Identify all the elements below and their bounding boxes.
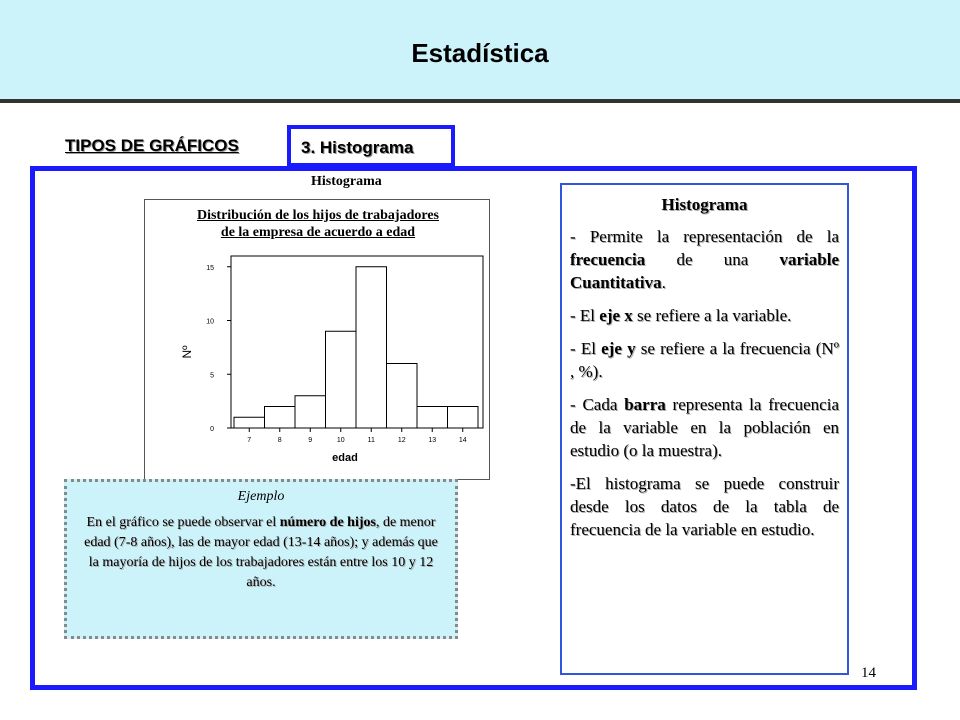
bar <box>295 396 326 428</box>
y-axis-label: Nº <box>180 345 194 359</box>
example-text-a: En el gráfico se puede observar el <box>86 515 280 530</box>
x-tick-label: 14 <box>458 437 467 444</box>
x-tick-label: 11 <box>367 437 375 444</box>
item-bold: variable Cuantitativa <box>570 250 839 292</box>
example-title: Ejemplo <box>237 489 285 504</box>
histogram-definition-box <box>560 183 849 675</box>
x-axis-label: edad <box>332 452 358 464</box>
item-text: se refiere a la variable. <box>632 306 792 325</box>
bar <box>326 331 357 428</box>
y-tick-label: 0 <box>210 426 214 433</box>
section-title: TIPOS DE GRÁFICOS <box>65 136 239 155</box>
example-box <box>64 479 458 639</box>
definition-item-3 <box>570 337 839 383</box>
chart-label: Histograma <box>311 174 382 189</box>
histogram-svg <box>145 200 491 481</box>
bar <box>387 364 418 429</box>
item-text: - El <box>570 339 602 358</box>
item-bold: eje x <box>599 306 633 325</box>
x-tick-label: 9 <box>308 437 313 444</box>
histogram-chart <box>144 199 490 480</box>
chart-title-line1: Distribución de los hijos de trabajadores <box>196 208 440 223</box>
item-text: se refiere a la frecuencia (Nº , %). <box>570 339 839 381</box>
item-text: - Permite la representación de la <box>570 227 839 246</box>
item-text: de una <box>645 250 780 269</box>
example-text <box>79 513 443 593</box>
item-bold: frecuencia <box>570 250 646 269</box>
y-tick-label: 15 <box>206 264 214 272</box>
item-text: - El <box>570 306 600 325</box>
header-banner <box>0 0 960 103</box>
x-tick-label: 7 <box>247 437 252 444</box>
bar <box>448 407 479 429</box>
item-text: - Cada <box>570 395 625 414</box>
y-tick-label: 10 <box>206 318 214 326</box>
chart-title-line2: de la empresa de acuerdo a edad <box>220 225 416 240</box>
item-bold: barra <box>624 395 666 414</box>
tab-histograma[interactable] <box>287 125 455 167</box>
tab-label: 3. Histograma <box>301 138 414 157</box>
item-text: . <box>661 273 666 292</box>
page-title: Estadística <box>411 38 549 68</box>
bar <box>417 407 448 429</box>
item-bold: eje y <box>601 339 636 358</box>
definition-item-1 <box>570 225 839 294</box>
x-tick-label: 10 <box>336 437 345 444</box>
x-tick-label: 8 <box>277 437 282 444</box>
definition-title: Histograma <box>661 195 748 214</box>
y-tick-label: 5 <box>210 372 214 380</box>
item-text: representa la frecuencia de la variable en la población en estudio (o la muestra). <box>570 395 839 460</box>
definition-item-5 <box>570 472 839 541</box>
bar <box>265 407 296 429</box>
definition-item-2 <box>570 304 839 327</box>
item-text: -El histograma se puede construir desde los datos de la tabla de frecuencia de la variable en estudio. <box>570 474 839 539</box>
page-number: 14 <box>861 665 876 681</box>
bar <box>234 417 265 428</box>
x-tick-label: 12 <box>397 437 406 444</box>
bar <box>356 267 387 428</box>
example-text-b: , de menor edad (7-8 años), las de mayor edad (13-14 años); y además que la mayoría de hijos de los trabajadores están entre los 10 y 12 años. <box>84 515 438 590</box>
example-text-bold: número de hijos <box>279 515 376 530</box>
definition-item-4 <box>570 393 839 462</box>
x-tick-label: 13 <box>428 437 437 444</box>
